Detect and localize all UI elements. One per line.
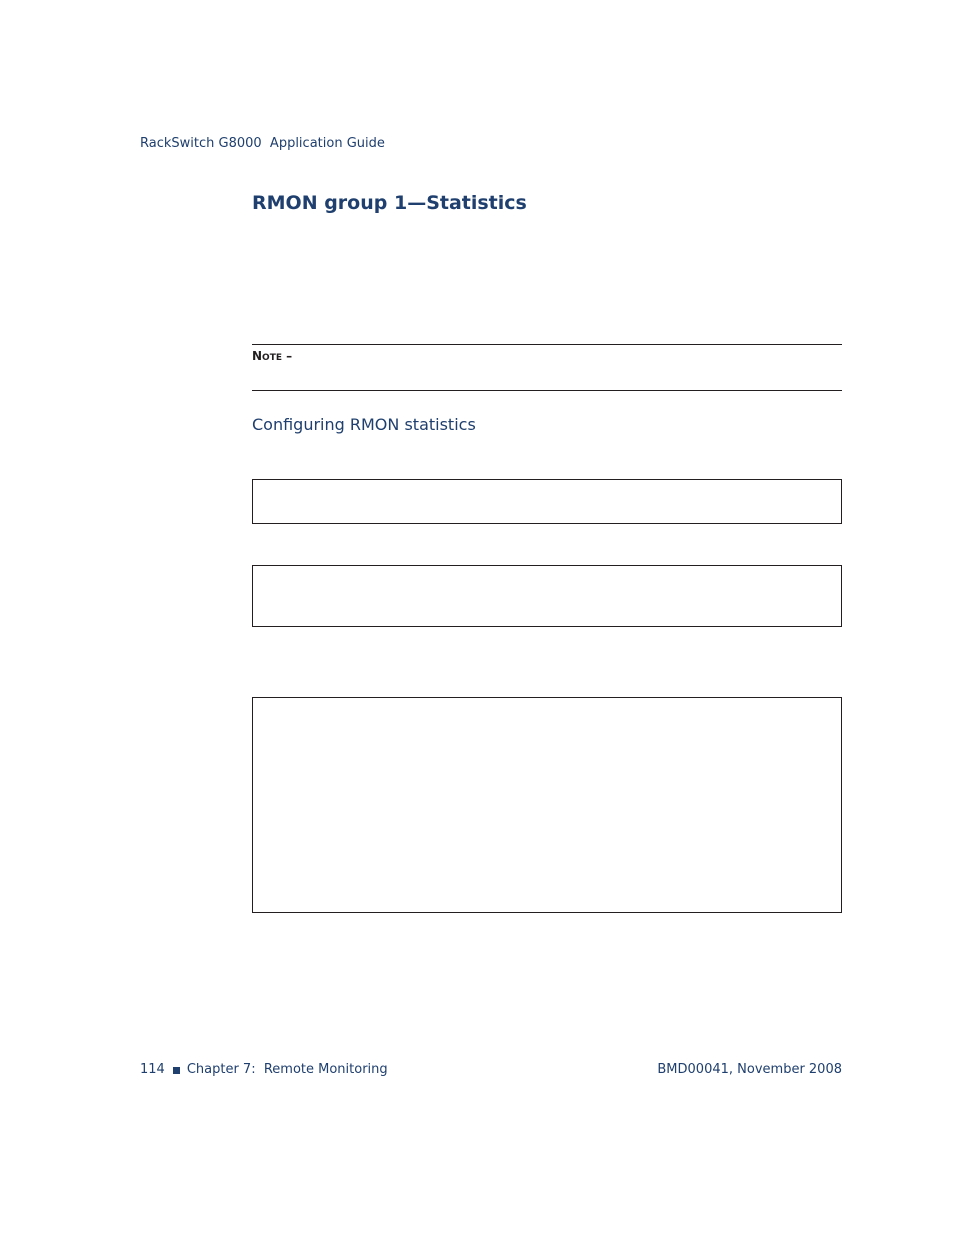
note-label-initial: N — [252, 349, 263, 363]
note-top-rule — [252, 344, 842, 345]
footer-left — [140, 1062, 388, 1078]
command-box-1 — [252, 479, 842, 524]
square-bullet-icon — [173, 1067, 180, 1074]
command-box-2 — [252, 565, 842, 627]
note-label — [252, 349, 292, 365]
subsection-title: Configuring RMON statistics — [252, 415, 476, 434]
page-number: 114 — [140, 1062, 165, 1077]
chapter-title: Chapter 7: Remote Monitoring — [186, 1062, 388, 1077]
running-header: RackSwitch G8000 Application Guide — [140, 136, 385, 151]
document-id: BMD00041, November 2008 — [657, 1062, 842, 1077]
note-label-dash: – — [282, 349, 293, 363]
note-label-smallcaps: OTE — [262, 353, 282, 363]
section-title: RMON group 1—Statistics — [252, 192, 527, 214]
note-bottom-rule — [252, 390, 842, 391]
command-output-box — [252, 697, 842, 913]
